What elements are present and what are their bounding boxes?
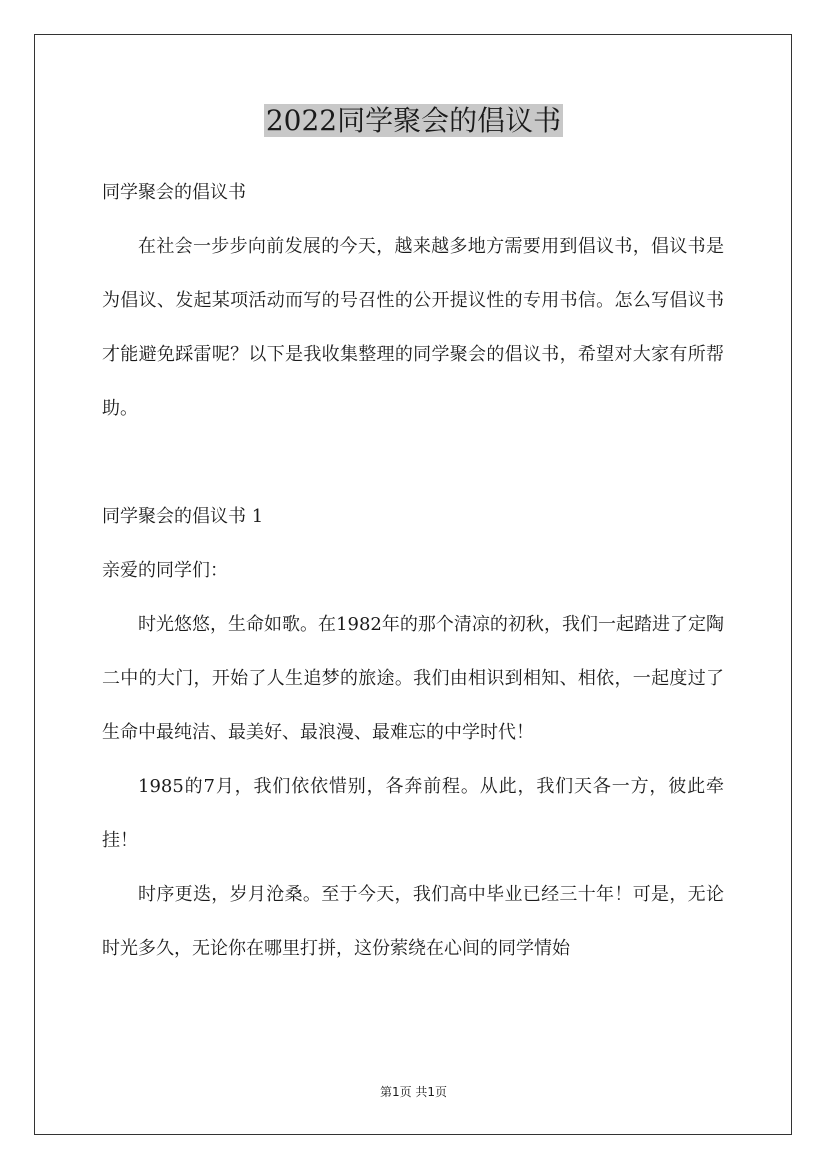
blank-line	[102, 436, 724, 490]
document-body	[102, 166, 724, 976]
document-title-text: 2022同学聚会的倡议书	[265, 104, 562, 137]
document-title	[0, 100, 827, 142]
section-heading: 同学聚会的倡议书 1	[102, 506, 264, 527]
page-number-footer: 第1页 共1页	[379, 1085, 448, 1099]
body-paragraph-3: 时序更迭，岁月沧桑。至于今天，我们高中毕业已经三十年！可是，无论时光多久，无论你在哪里打拼，这份萦绕在心间的同学情始	[102, 884, 724, 959]
intro-paragraph: 在社会一步步向前发展的今天，越来越多地方需要用到倡议书，倡议书是为倡议、发起某项活动而写的号召性的公开提议性的专用书信。怎么写倡议书才能避免踩雷呢？以下是我收集整理的同学聚会的倡议书，希望对大家有所帮助。	[102, 236, 724, 419]
salutation: 亲爱的同学们：	[102, 560, 228, 581]
subtitle: 同学聚会的倡议书	[102, 182, 246, 203]
body-paragraph-1: 时光悠悠，生命如歌。在1982年的那个清凉的初秋，我们一起踏进了定陶二中的大门，开始了人生追梦的旅途。我们由相识到相知、相依，一起度过了生命中最纯洁、最美好、最浪漫、最难忘的中学时代！	[102, 614, 724, 743]
body-paragraph-2: 1985的7月，我们依依惜别，各奔前程。从此，我们天各一方，彼此牵挂！	[102, 776, 724, 851]
